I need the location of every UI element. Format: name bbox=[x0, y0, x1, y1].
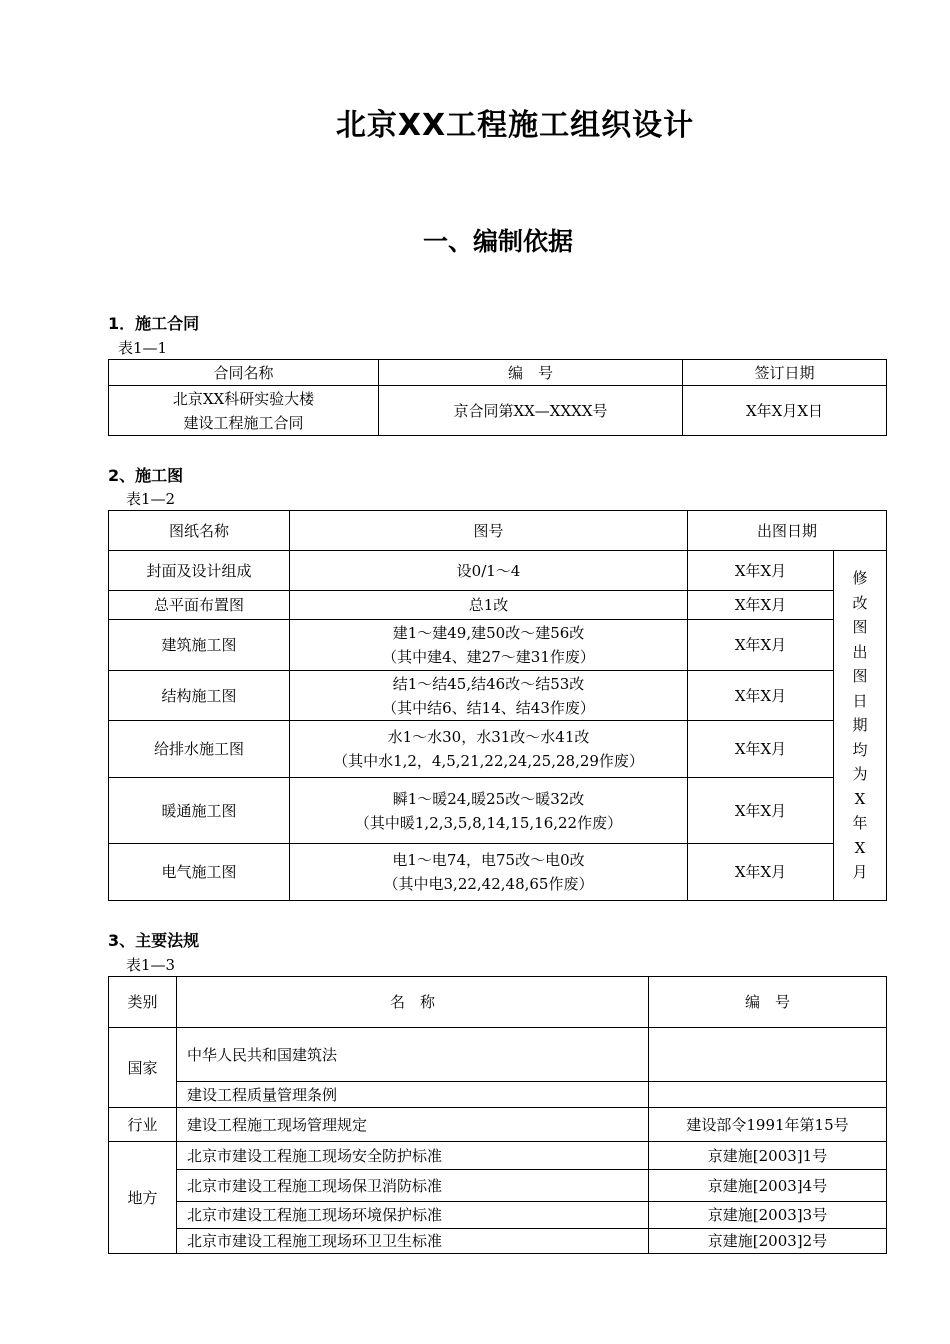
contract-name-line: 建设工程施工合同 bbox=[183, 413, 304, 432]
drawing-number bbox=[290, 671, 688, 721]
drawing-date: X年X月 bbox=[688, 551, 834, 591]
table-header-row bbox=[109, 977, 887, 1028]
drawing-name: 建筑施工图 bbox=[109, 620, 290, 671]
column-header: 编 号 bbox=[379, 360, 683, 386]
note-char: 月 bbox=[852, 863, 868, 882]
table-row bbox=[109, 1028, 887, 1082]
table-row bbox=[109, 1082, 887, 1108]
drawing-number bbox=[290, 721, 688, 778]
law-code: 建设部令1991年第15号 bbox=[649, 1108, 887, 1142]
law-code: 京建施[2003]2号 bbox=[649, 1229, 887, 1254]
table-row bbox=[109, 844, 887, 901]
laws-table bbox=[108, 976, 887, 1254]
table-row bbox=[109, 721, 887, 778]
table-number-3: 表1—3 bbox=[126, 956, 176, 974]
law-category: 国家 bbox=[109, 1028, 177, 1108]
table-number-2: 表1—2 bbox=[126, 490, 176, 508]
column-header: 类别 bbox=[109, 977, 177, 1028]
contract-name-cell bbox=[109, 386, 379, 436]
table-row bbox=[109, 386, 887, 436]
drawing-void-note: （其中电3,22,42,48,65作废） bbox=[383, 875, 594, 893]
drawing-name: 给排水施工图 bbox=[109, 721, 290, 778]
law-name: 中华人民共和国建筑法 bbox=[177, 1028, 649, 1082]
law-name: 建设工程质量管理条例 bbox=[177, 1082, 649, 1108]
column-header: 编 号 bbox=[649, 977, 887, 1028]
drawing-number: 总1改 bbox=[290, 591, 688, 620]
law-name: 北京市建设工程施工现场保卫消防标准 bbox=[177, 1170, 649, 1202]
note-char: X bbox=[854, 789, 866, 808]
document-title: 北京XX工程施工组织设计 bbox=[335, 108, 695, 143]
note-char: X bbox=[854, 838, 866, 857]
drawing-number bbox=[290, 844, 688, 901]
contract-number-cell: 京合同第XX—XXXX号 bbox=[379, 386, 683, 436]
contract-table bbox=[108, 359, 887, 436]
table-row bbox=[109, 671, 887, 721]
law-code: 京建施[2003]3号 bbox=[649, 1202, 887, 1229]
drawing-number bbox=[290, 620, 688, 671]
drawing-number-line: 瞬1～暖24,暖25改～暖32改 bbox=[392, 789, 585, 808]
note-char: 期 bbox=[852, 716, 868, 735]
law-code: 京建施[2003]1号 bbox=[649, 1142, 887, 1170]
law-code: 京建施[2003]4号 bbox=[649, 1170, 887, 1202]
column-header: 图号 bbox=[290, 511, 688, 551]
drawing-name: 结构施工图 bbox=[109, 671, 290, 721]
contract-name-line: 北京XX科研实验大楼 bbox=[172, 389, 315, 408]
law-category: 行业 bbox=[109, 1108, 177, 1142]
drawing-date: X年X月 bbox=[688, 591, 834, 620]
note-char: 修 bbox=[852, 569, 868, 588]
drawing-number-line: 水1～水30，水31改～水41改 bbox=[387, 728, 590, 746]
note-char: 年 bbox=[852, 814, 868, 833]
drawing-number: 设0/1～4 bbox=[290, 551, 688, 591]
law-name: 北京市建设工程施工现场安全防护标准 bbox=[177, 1142, 649, 1170]
drawing-date: X年X月 bbox=[688, 620, 834, 671]
section-heading-drawings: 2、施工图 bbox=[108, 466, 184, 485]
column-header: 出图日期 bbox=[688, 511, 887, 551]
chapter-heading: 一、编制依据 bbox=[422, 227, 573, 256]
drawing-date: X年X月 bbox=[688, 844, 834, 901]
law-category: 地方 bbox=[109, 1142, 177, 1254]
table-row bbox=[109, 620, 887, 671]
drawings-table bbox=[108, 510, 887, 901]
law-name: 建设工程施工现场管理规定 bbox=[177, 1108, 649, 1142]
table-row bbox=[109, 1108, 887, 1142]
section-heading-contract: 1．施工合同 bbox=[108, 314, 200, 333]
note-char: 日 bbox=[852, 691, 868, 710]
note-char: 为 bbox=[852, 765, 868, 784]
drawing-date: X年X月 bbox=[688, 721, 834, 778]
law-name: 北京市建设工程施工现场环境保护标准 bbox=[177, 1202, 649, 1229]
law-code bbox=[649, 1028, 887, 1082]
drawing-name: 电气施工图 bbox=[109, 844, 290, 901]
law-code bbox=[649, 1082, 887, 1108]
drawing-number-line: 电1～电74，电75改～电0改 bbox=[392, 851, 585, 869]
table-row bbox=[109, 1142, 887, 1170]
drawing-name: 暖通施工图 bbox=[109, 778, 290, 844]
note-char: 图 bbox=[852, 667, 868, 686]
column-header: 合同名称 bbox=[109, 360, 379, 386]
drawing-name: 封面及设计组成 bbox=[109, 551, 290, 591]
drawing-void-note: （其中结6、结14、结43作废） bbox=[382, 698, 595, 717]
table-row bbox=[109, 551, 887, 591]
drawing-number bbox=[290, 778, 688, 844]
law-name: 北京市建设工程施工现场环卫卫生标准 bbox=[177, 1229, 649, 1254]
note-char: 出 bbox=[852, 642, 868, 661]
drawing-date: X年X月 bbox=[688, 671, 834, 721]
table-header-row bbox=[109, 360, 887, 386]
drawing-void-note: （其中建4、建27～建31作废） bbox=[382, 648, 595, 666]
table-row bbox=[109, 1170, 887, 1202]
table-row bbox=[109, 778, 887, 844]
note-char: 改 bbox=[852, 593, 868, 612]
column-header: 签订日期 bbox=[683, 360, 887, 386]
table-number-1: 表1—1 bbox=[118, 339, 168, 357]
column-header: 名 称 bbox=[177, 977, 649, 1028]
note-char: 均 bbox=[852, 740, 868, 759]
drawing-number-line: 建1～建49,建50改～建56改 bbox=[392, 624, 585, 642]
drawing-void-note: （其中水1,2，4,5,21,22,24,25,28,29作废） bbox=[333, 752, 644, 770]
column-header: 图纸名称 bbox=[109, 511, 290, 551]
table-row bbox=[109, 1202, 887, 1229]
contract-date-cell: X年X月X日 bbox=[683, 386, 887, 436]
drawing-name: 总平面布置图 bbox=[109, 591, 290, 620]
table-row bbox=[109, 1229, 887, 1254]
drawing-date: X年X月 bbox=[688, 778, 834, 844]
drawing-void-note: （其中暖1,2,3,5,8,14,15,16,22作废） bbox=[354, 813, 623, 832]
drawing-number-line: 结1～结45,结46改～结53改 bbox=[392, 674, 585, 693]
table-header-row bbox=[109, 511, 887, 551]
table-row bbox=[109, 591, 887, 620]
note-char: 图 bbox=[852, 618, 868, 637]
drawing-date-note bbox=[834, 551, 887, 901]
section-heading-laws: 3、主要法规 bbox=[108, 931, 200, 950]
